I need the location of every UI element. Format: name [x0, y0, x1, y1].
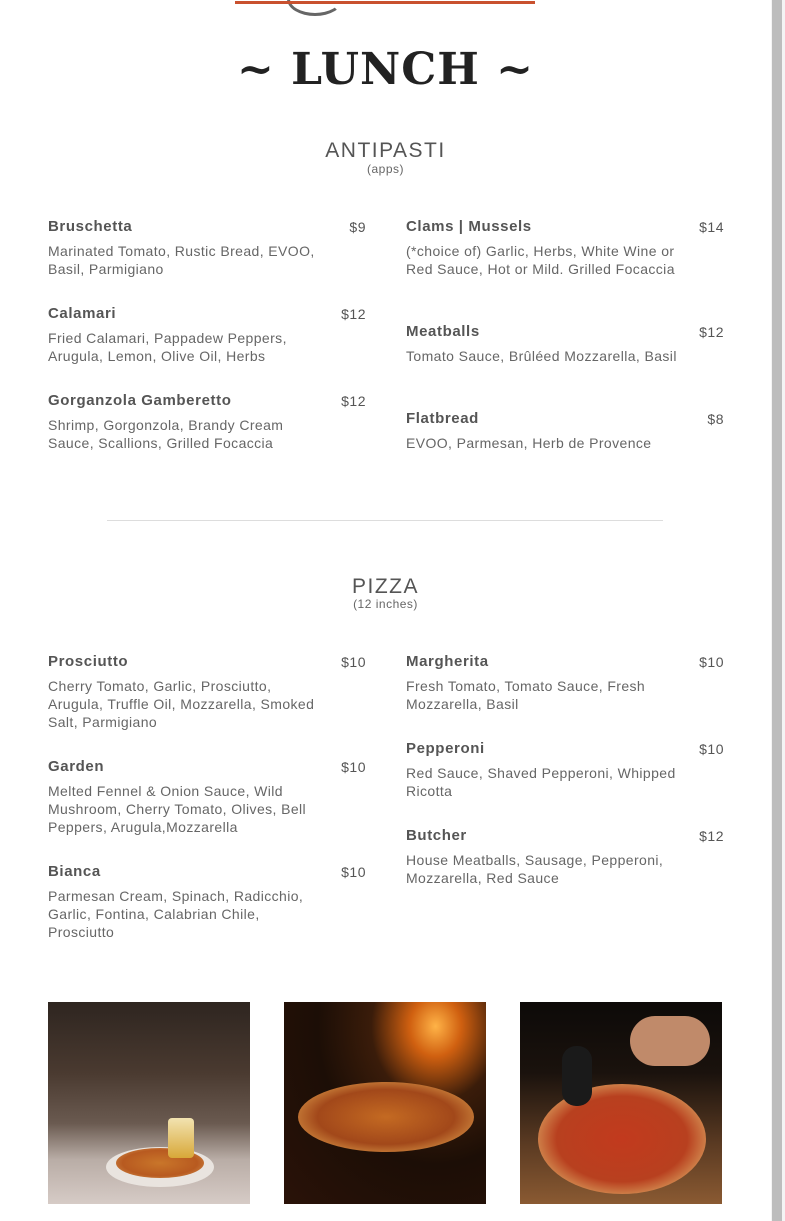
- section-divider: [107, 520, 663, 521]
- logo-accent-bar: [235, 1, 535, 4]
- menu-item-description: Tomato Sauce, Brûléed Mozzarella, Basil: [406, 348, 677, 364]
- section-subtitle-antipasti: (apps): [366, 162, 404, 176]
- menu-item: [406, 740, 724, 800]
- menu-item-price: $10: [341, 864, 366, 880]
- menu-item-name: Butcher: [406, 827, 467, 844]
- menu-item: [406, 323, 724, 365]
- pizza-on-table-photo: [48, 1002, 250, 1204]
- menu-item-price: $10: [699, 654, 724, 670]
- menu-item-price: $9: [349, 219, 366, 235]
- menu-item-description: (*choice of) Garlic, Herbs, White Wine or Red Sauce, Hot or Mild. Grilled Focaccia: [406, 243, 675, 277]
- pizza-by-oven-photo: [284, 1002, 486, 1204]
- pizza-cutter-photo: [520, 1002, 722, 1204]
- menu-item-description: House Meatballs, Sausage, Pepperoni, Mozzarella, Red Sauce: [406, 852, 664, 886]
- menu-item-name: Garden: [48, 758, 105, 775]
- menu-item-price: $8: [707, 411, 724, 427]
- menu-item: [406, 410, 724, 452]
- menu-item-description: Melted Fennel & Onion Sauce, Wild Mushroom, Cherry Tomato, Olives, Bell Peppers, Arugula,Mozzarella: [48, 783, 307, 835]
- menu-item: [406, 653, 724, 713]
- menu-item-description: Fried Calamari, Pappadew Peppers, Arugula, Lemon, Olive Oil, Herbs: [48, 330, 287, 364]
- scrollbar[interactable]: [771, 0, 785, 1221]
- section-subtitle-pizza: (12 inches): [353, 597, 418, 611]
- menu-item-name: Bruschetta: [48, 218, 133, 235]
- menu-item-name: Gorganzola Gamberetto: [48, 392, 232, 409]
- menu-item-price: $10: [699, 741, 724, 757]
- menu-item: [48, 653, 366, 731]
- menu-item-description: Fresh Tomato, Tomato Sauce, Fresh Mozzarella, Basil: [406, 678, 646, 712]
- menu-item: [48, 305, 366, 365]
- menu-item: [48, 758, 366, 836]
- menu-item-name: Meatballs: [406, 323, 480, 340]
- menu-item-name: Flatbread: [406, 410, 479, 427]
- menu-item-price: $10: [341, 759, 366, 775]
- menu-item-name: Calamari: [48, 305, 117, 322]
- menu-item-name: Clams | Mussels: [406, 218, 532, 235]
- menu-item-description: Red Sauce, Shaved Pepperoni, Whipped Ricotta: [406, 765, 676, 799]
- menu-item-name: Bianca: [48, 863, 101, 880]
- menu-item-price: $10: [341, 654, 366, 670]
- menu-item-name: Pepperoni: [406, 740, 485, 757]
- menu-item-name: Margherita: [406, 653, 489, 670]
- section-title-antipasti: ANTIPASTI: [325, 139, 446, 162]
- menu-item-description: Marinated Tomato, Rustic Bread, EVOO, Basil, Parmigiano: [48, 243, 315, 277]
- menu-item-description: Parmesan Cream, Spinach, Radicchio, Garlic, Fontina, Calabrian Chile, Prosciutto: [48, 888, 304, 940]
- menu-item-price: $12: [699, 324, 724, 340]
- menu-item: [48, 863, 366, 941]
- menu-item-description: EVOO, Parmesan, Herb de Provence: [406, 435, 652, 451]
- menu-item: [48, 218, 366, 278]
- section-title-pizza: PIZZA: [351, 575, 419, 598]
- menu-item-description: Cherry Tomato, Garlic, Prosciutto, Arugula, Truffle Oil, Mozzarella, Smoked Salt, Parmigiano: [48, 678, 315, 730]
- menu-item-price: $12: [341, 393, 366, 409]
- menu-item: [406, 827, 724, 887]
- menu-item-description: Shrimp, Gorgonzola, Brandy Cream Sauce, Scallions, Grilled Focaccia: [48, 417, 284, 451]
- restaurant-logo: [235, 0, 535, 4]
- menu-item-price: $12: [341, 306, 366, 322]
- menu-item-price: $14: [699, 219, 724, 235]
- page-title: ~ LUNCH ~: [236, 44, 535, 95]
- menu-item-price: $12: [699, 828, 724, 844]
- menu-item-name: Prosciutto: [48, 653, 129, 670]
- menu-item: [406, 218, 724, 278]
- scrollbar-thumb[interactable]: [772, 0, 782, 1221]
- menu-item: [48, 392, 366, 452]
